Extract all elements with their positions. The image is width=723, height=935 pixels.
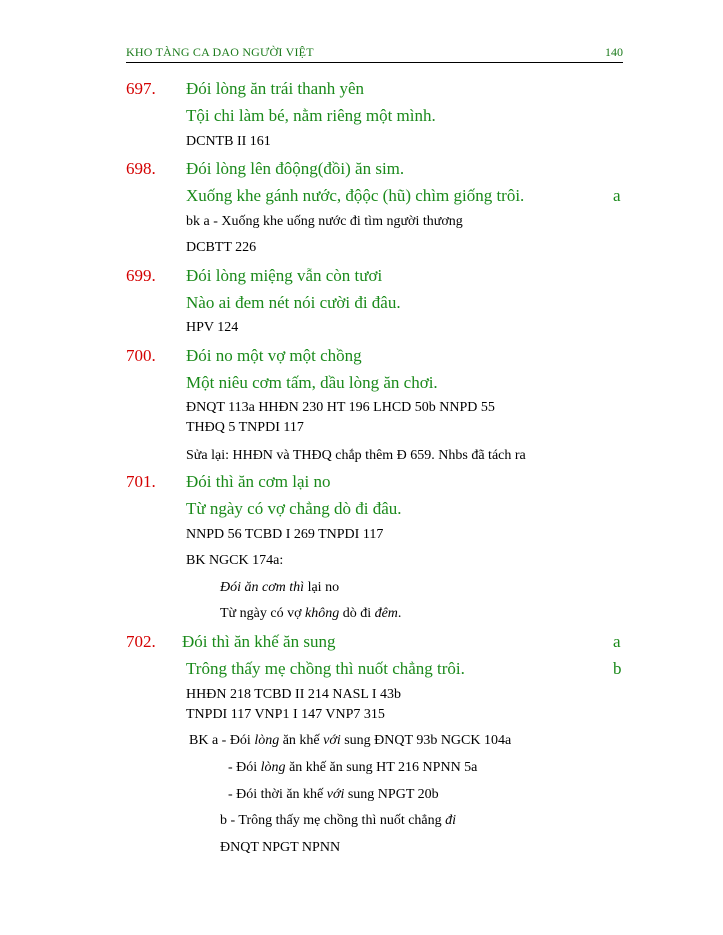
verse-number: 697. — [126, 79, 156, 98]
source-note: ĐNQT NPGT NPNN — [220, 840, 341, 855]
verse-line: Trông thấy mẹ chồng thì nuốt chẳng trôi. — [186, 659, 465, 678]
source-note: THĐQ 5 TNPDI 117 — [186, 420, 304, 435]
page-number: 140 — [605, 45, 623, 59]
verse-number: 698. — [126, 159, 156, 178]
verse-line: Đói lòng lên đôộng(đồi) ăn sim. — [186, 159, 405, 178]
source-note: TNPDI 117 VNP1 I 147 VNP7 315 — [186, 707, 385, 722]
source-note: ĐNQT 113a HHĐN 230 HT 196 LHCD 50b NNPD 55 — [186, 400, 495, 415]
verse-line: Đói no một vợ một chồng — [186, 346, 362, 365]
verse-number: 702. — [126, 632, 156, 651]
source-note: DCNTB II 161 — [186, 134, 271, 149]
verse-line: Từ ngày có vợ chẳng dò đi đâu. — [186, 499, 402, 518]
verse-line: Xuống khe gánh nước, độộc (hũ) chìm giống trôi. — [186, 186, 525, 205]
running-header — [126, 44, 623, 63]
variant-line: Từ ngày có vợ không dò đi đêm. — [220, 606, 402, 621]
verse-line: Đói lòng ăn trái thanh yên — [186, 79, 364, 98]
verse-line: Nào ai đem nét nói cười đi đâu. — [186, 293, 401, 312]
variant-note: BK a - Đói lòng ăn khế với sung ĐNQT 93b NGCK 104a — [189, 733, 512, 748]
variant-marker: a — [613, 186, 621, 205]
variant-note: - Đói thời ăn khế với sung NPGT 20b — [228, 787, 439, 802]
verse-line: Một niêu cơm tấm, dầu lòng ăn chơi. — [186, 373, 438, 392]
verse-line: Đói lòng miệng vẫn còn tươi — [186, 266, 383, 285]
source-note: HPV 124 — [186, 320, 239, 335]
verse-number: 699. — [126, 266, 156, 285]
variant-note: bk a - Xuống khe uống nước đi tìm người thương — [186, 214, 463, 229]
source-note: DCBTT 226 — [186, 240, 257, 255]
verse-number: 701. — [126, 472, 156, 491]
editor-note: Sửa lại: HHĐN và THĐQ chắp thêm Đ 659. Nhbs đã tách ra — [186, 448, 526, 463]
source-note: HHĐN 218 TCBD II 214 NASL I 43b — [186, 687, 402, 702]
book-title: KHO TÀNG CA DAO NGƯỜI VIỆT — [126, 45, 314, 59]
verse-number: 700. — [126, 346, 156, 365]
variant-marker: a — [613, 632, 621, 651]
verse-line: Tội chi làm bé, nằm riêng một mình. — [186, 106, 436, 125]
verse-line: Đói thì ăn cơm lại no — [186, 472, 331, 491]
variant-note: BK NGCK 174a: — [186, 553, 284, 568]
variant-line: Đói ăn cơm thì lại no — [220, 580, 340, 595]
variant-note: b - Trông thấy mẹ chồng thì nuốt chẳng đi — [220, 813, 457, 828]
variant-marker: b — [613, 659, 622, 678]
variant-note: - Đói lòng ăn khế ăn sung HT 216 NPNN 5a — [228, 760, 478, 775]
source-note: NNPD 56 TCBD I 269 TNPDI 117 — [186, 527, 384, 542]
verse-line: Đói thì ăn khế ăn sung — [182, 632, 336, 651]
